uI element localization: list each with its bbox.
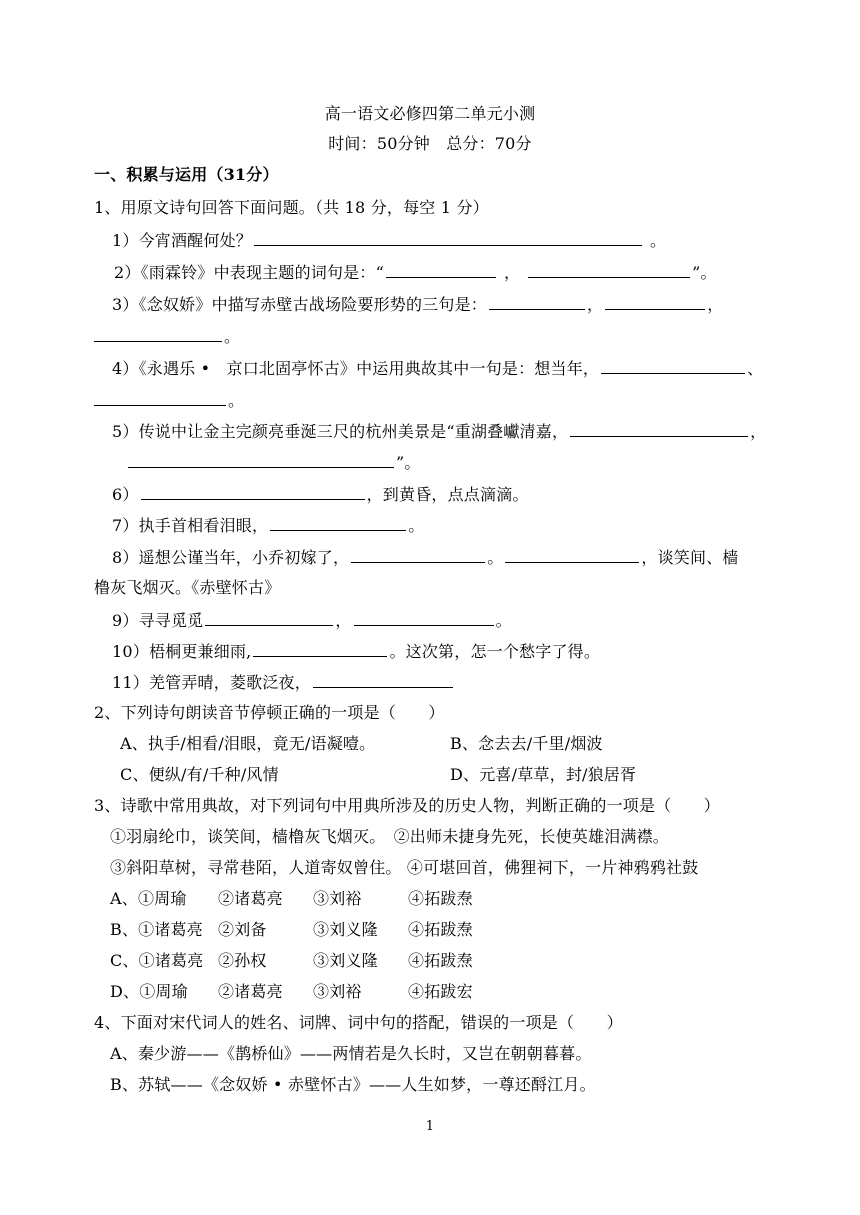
answer-blank[interactable] <box>205 610 333 626</box>
page-subtitle: 时间：50分钟 总分：70分 <box>328 134 532 153</box>
q1-item-11: 11）羌管弄晴，菱歌泛夜， <box>112 672 455 693</box>
q3-option-b-2: ②刘备 <box>218 920 267 939</box>
answer-blank[interactable] <box>354 610 494 626</box>
answer-blank[interactable] <box>351 547 485 563</box>
q3-option-b-4: ④拓跋焘 <box>408 920 473 939</box>
q1-item-6: 6） ，到黄昏，点点滴滴。 <box>112 485 529 504</box>
q1-item-5: 5）传说中让金主完颜亮垂涎三尺的杭州美景是“重湖叠巘清嘉， ， <box>112 422 767 441</box>
q3-option-a: A、①周瑜 <box>110 889 187 908</box>
answer-blank[interactable] <box>489 294 585 310</box>
q2-option-b: B、念去去/千里/烟波 <box>450 734 603 753</box>
answer-blank[interactable] <box>601 358 745 374</box>
answer-blank[interactable] <box>254 230 642 246</box>
q1-item-8-cont: 橹灰飞烟灭。《赤壁怀古》 <box>94 578 281 597</box>
q3-option-a-2: ②诸葛亮 <box>218 889 283 908</box>
q4-option-b: B、苏轼——《念奴娇 • 赤壁怀古》——人生如梦，一尊还酹江月。 <box>110 1075 596 1094</box>
q1-item-10: 10）梧桐更兼细雨, 。这次第，怎一个愁字了得。 <box>112 642 601 661</box>
q3-quote-line-2: ③斜阳草树，寻常巷陌，人道寄奴曾住。 ④可堪回首，佛狸祠下，一片神鸦鸦社鼓 <box>110 858 699 877</box>
answer-blank[interactable] <box>141 484 365 500</box>
question-2-stem: 2、下列诗句朗读音节停顿正确的一项是（ ） <box>94 703 445 722</box>
answer-blank[interactable] <box>313 672 453 688</box>
q3-option-c: C、①诸葛亮 <box>110 951 204 970</box>
q3-option-a-4: ④拓跋焘 <box>408 889 473 908</box>
q1-item-7: 7）执手首相看泪眼， 。 <box>112 516 425 535</box>
question-3-stem: 3、诗歌中常用典故，对下列词句中用典所涉及的历史人物，判断正确的一项是（ ） <box>94 796 720 815</box>
answer-blank[interactable] <box>386 262 496 278</box>
answer-blank[interactable] <box>94 390 226 406</box>
q2-option-c: C、便纵/有/千种/风情 <box>120 765 279 784</box>
q3-option-d-2: ②诸葛亮 <box>218 982 283 1001</box>
q1-item-2: 2）《雨霖铃》中表现主题的词句是：“ ， ”。 <box>114 263 717 282</box>
q1-item-8: 8）遥想公谨当年，小乔初嫁了， 。 ，谈笑间、樯 <box>112 548 739 567</box>
q4-option-a: A、秦少游——《鹊桥仙》——两情若是久长时，又岂在朝朝暮暮。 <box>110 1044 592 1063</box>
answer-blank[interactable] <box>570 421 748 437</box>
answer-blank[interactable] <box>128 452 394 468</box>
q2-option-a: A、执手/相看/泪眼，竟无/语凝噎。 <box>120 734 376 753</box>
q3-option-c-3: ③刘义隆 <box>313 951 378 970</box>
q3-option-a-3: ③刘裕 <box>313 889 362 908</box>
q1-item-4-cont: 。 <box>94 390 244 411</box>
q1-item-3-cont: 。 <box>94 326 240 347</box>
answer-blank[interactable] <box>253 641 387 657</box>
q3-quote-line-1: ①羽扇纶巾，谈笑间，樯橹灰飞烟灭。 ②出师未捷身先死，长使英雄泪满襟。 <box>110 827 670 846</box>
question-1-stem: 1、用原文诗句回答下面问题。（共 18 分，每空 1 分） <box>94 198 489 217</box>
q3-option-d-3: ③刘裕 <box>313 982 362 1001</box>
page-number: 1 <box>425 1119 435 1134</box>
q1-item-5-cont: ”。 <box>128 452 421 473</box>
q3-option-d-4: ④拓跋宏 <box>408 982 473 1001</box>
question-4-stem: 4、下面对宋代词人的姓名、词牌、词中句的搭配，错误的一项是（ ） <box>94 1013 623 1032</box>
q3-option-d: D、①周瑜 <box>110 982 188 1001</box>
q1-item-9: 9）寻寻觅觅 ， 。 <box>112 611 512 630</box>
q1-item-3: 3）《念奴娇》中描写赤壁古战场险要形势的三句是： ， ， <box>112 295 724 314</box>
q3-option-c-2: ②孙权 <box>218 951 267 970</box>
q3-option-c-4: ④拓跋焘 <box>408 951 473 970</box>
page-title: 高一语文必修四第二单元小测 <box>324 104 536 123</box>
section-heading: 一、积累与运用（31分） <box>94 165 279 184</box>
answer-blank[interactable] <box>94 326 222 342</box>
answer-blank[interactable] <box>505 547 639 563</box>
q1-item-1: 1）今宵酒醒何处？ 。 <box>112 231 667 250</box>
q1-item-4: 4）《永遇乐 • 京口北固亭怀古》中运用典故其中一句是：想当年， 、 <box>112 359 764 378</box>
q3-option-b: B、①诸葛亮 <box>110 920 203 939</box>
answer-blank[interactable] <box>528 262 690 278</box>
answer-blank[interactable] <box>605 294 705 310</box>
q2-option-d: D、元喜/草草，封/狼居胥 <box>450 765 637 784</box>
answer-blank[interactable] <box>270 515 406 531</box>
q3-option-b-3: ③刘义隆 <box>313 920 378 939</box>
